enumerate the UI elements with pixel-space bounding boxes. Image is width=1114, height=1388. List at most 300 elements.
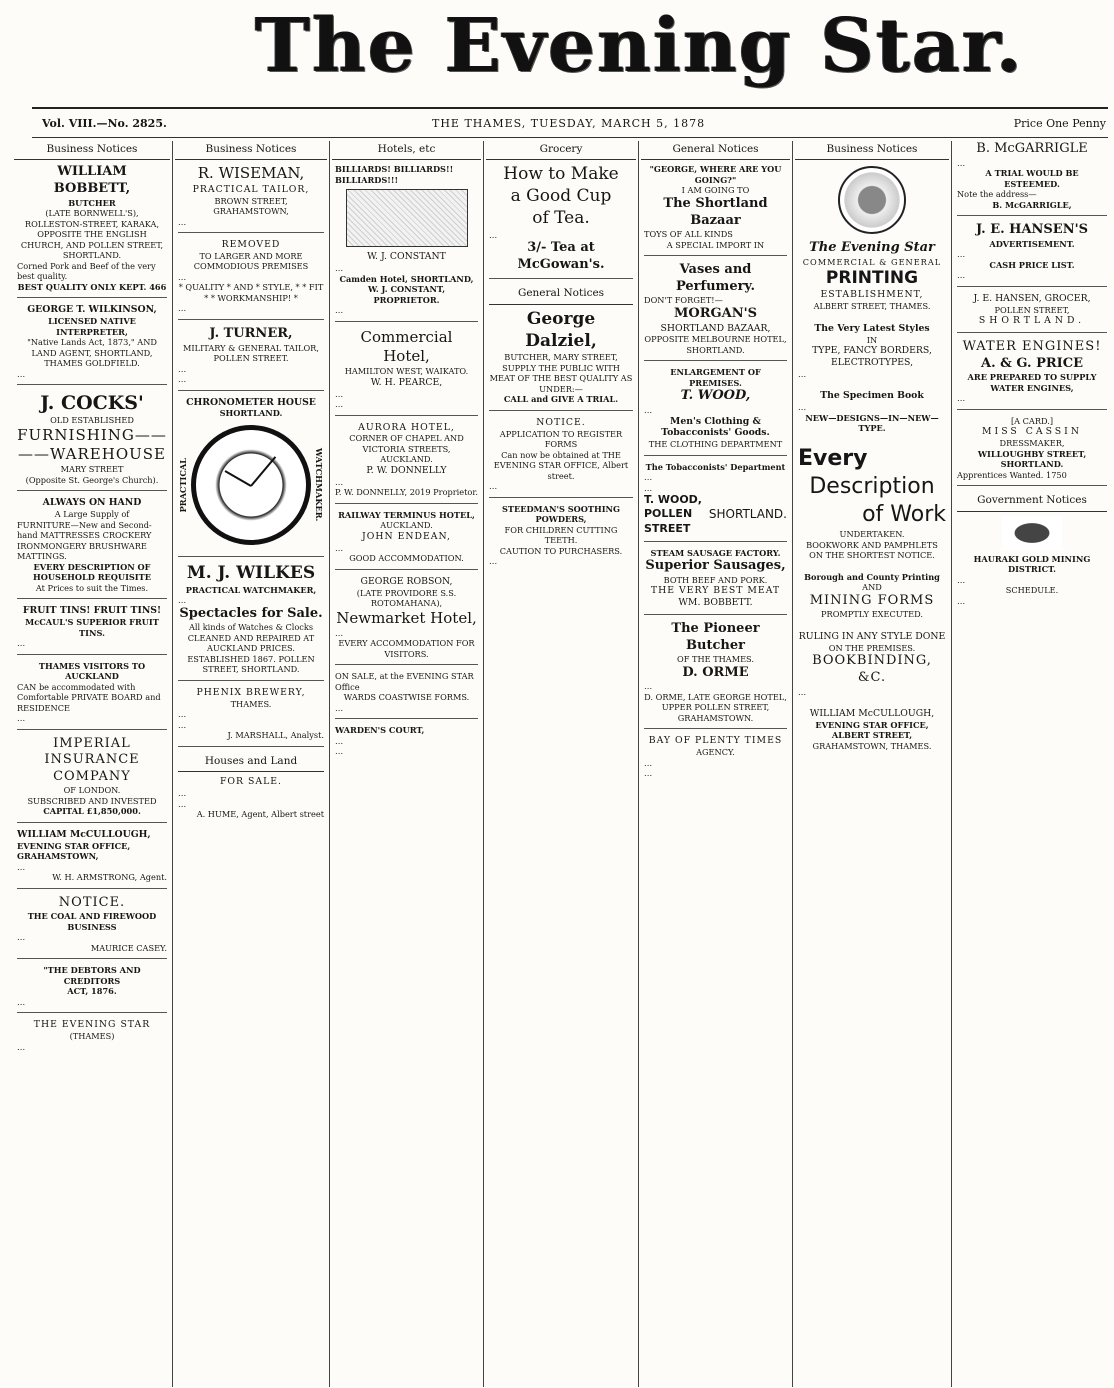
ad-extra: … xyxy=(335,388,344,399)
ad-title: WATER ENGINES! xyxy=(962,339,1102,355)
ad-body: Can now be obtained at THE EVENING STAR OFFICE, Albert street. xyxy=(493,449,629,481)
ad-body: CAUTION TO PURCHASERS. xyxy=(499,545,623,556)
ad-footer: A SPECIAL IMPORT IN xyxy=(666,239,765,250)
ad-footer: P. W. DONNELLY, 2019 Proprietor. xyxy=(335,487,478,498)
ad-title: RULING IN ANY STYLE DONE xyxy=(798,630,946,642)
ad-debtors xyxy=(17,965,167,1013)
ad-wiseman xyxy=(178,164,324,233)
column-rule xyxy=(638,141,639,1387)
ad-body: MINING FORMS xyxy=(809,592,935,608)
ad-extra: CASH PRICE LIST. xyxy=(989,259,1075,270)
ad-body: … xyxy=(957,249,966,260)
ad-water-engines xyxy=(957,339,1107,410)
price: Price One Penny xyxy=(1013,117,1106,130)
ad-title: Borough and County Printing xyxy=(804,571,940,582)
clock-hand-icon xyxy=(250,456,276,486)
ad-subtitle: A Large Supply of xyxy=(54,509,130,520)
ad-title: BAY OF PLENTY TIMES xyxy=(648,735,783,747)
ad-title: PHENIX BREWERY, xyxy=(196,686,306,698)
ad-extra: … xyxy=(178,216,187,227)
ad-body: P. W. DONNELLY xyxy=(366,464,447,476)
ad-title: B. McGARRIGLE xyxy=(976,141,1088,156)
column-rule xyxy=(172,141,173,1387)
ad-title: J. COCKS' xyxy=(40,392,144,415)
ad-footer: … xyxy=(957,393,966,404)
volume-number: Vol. VIII.—No. 2825. xyxy=(42,117,167,130)
ad-footer: W. H. ARMSTRONG, Agent. xyxy=(52,872,167,883)
ad-extra: PROMPTLY EXECUTED. xyxy=(821,609,923,620)
ad-title: ON SALE, at the EVENING STAR Office xyxy=(335,671,474,692)
ad-subtitle: (LATE PROVIDORE S.S. ROTOMAHANA), xyxy=(356,587,457,609)
ad-body: … xyxy=(644,405,653,416)
ad-title: NOTICE. xyxy=(58,894,126,910)
ad-body: FURNISHING—— ——WAREHOUSE xyxy=(17,425,167,464)
ad-ruling xyxy=(798,631,946,702)
ad-subtitle: OLD ESTABLISHED xyxy=(50,415,134,426)
ad-body: W. H. PEARCE, xyxy=(370,376,443,388)
ad-extra: … xyxy=(335,476,344,487)
ad-subtitle: SHORTLAND. xyxy=(219,408,283,419)
ad-pioneer-butcher xyxy=(644,621,787,729)
ad-extra: … xyxy=(178,798,187,809)
ad-subtitle: EVENING STAR OFFICE, xyxy=(815,719,929,730)
ad-subtitle: INSURANCE COMPANY xyxy=(44,752,140,784)
ad-body: … xyxy=(17,638,26,649)
ad-body: of Tea. xyxy=(532,207,590,228)
ad-extra: … xyxy=(178,374,187,385)
ad-footer: CAPITAL £1,850,000. xyxy=(43,806,141,817)
ad-subtitle: (THAMES) xyxy=(69,1031,115,1042)
column-heading: Business Notices xyxy=(14,141,170,160)
ad-body: … xyxy=(644,757,653,768)
column-3 xyxy=(332,141,481,1387)
column-rule xyxy=(792,141,793,1387)
ad-morgans xyxy=(644,262,787,361)
ad-footer: THE CLOTHING DEPARTMENT xyxy=(648,439,783,450)
ad-specimen-book xyxy=(798,390,946,438)
ad-title: Commercial Hotel, xyxy=(360,327,453,366)
section-heading: Houses and Land xyxy=(178,753,324,772)
ad-body: SHORTLAND. xyxy=(978,315,1086,327)
ad-always-on-hand xyxy=(17,497,167,599)
ad-evening-star-printing xyxy=(798,166,946,316)
ad-every-description xyxy=(798,445,946,566)
ad-body: BUTCHER, MARY STREET, xyxy=(504,352,618,363)
ad-subtitle: AGENCY. xyxy=(696,747,735,758)
ad-body: "Native Lands Act, 1873," AND LAND AGENT, SHORTLAND, THAMES GOLDFIELD. xyxy=(27,337,157,369)
ad-hansen xyxy=(957,222,1107,287)
ad-extra: … xyxy=(644,768,653,779)
ad-newmarket-hotel xyxy=(335,576,478,666)
ad-subtitle: BUTCHER xyxy=(68,197,116,208)
ad-chronometer-house xyxy=(178,397,324,557)
ad-extra: … xyxy=(17,368,26,379)
ad-extra: T. WOOD, POLLEN STREET xyxy=(644,493,702,535)
ad-extra: EVERY DESCRIPTION OF HOUSEHOLD REQUISITE xyxy=(33,561,151,583)
ad-subtitle: CORNER OF CHAPEL AND VICTORIA STREETS, AUCKLAND. xyxy=(349,433,464,465)
ad-body: BOTH BEEF AND PORK. xyxy=(663,574,768,585)
ad-shortland-bazaar xyxy=(644,164,787,256)
ad-body: … xyxy=(17,713,26,724)
ad-extra: … xyxy=(489,229,498,240)
ad-title: REMOVED xyxy=(221,239,281,251)
ad-body: The Shortland Bazaar xyxy=(663,195,768,228)
ad-t-wood xyxy=(644,367,787,455)
ad-title: The Tobacconists' Department xyxy=(645,461,786,472)
ad-title: The Evening Star xyxy=(809,240,935,256)
ad-extra: Men's Clothing & Tobacconists' Goods. xyxy=(661,415,770,439)
ad-body: PRINTING xyxy=(825,267,919,288)
wood-address-row xyxy=(644,493,787,535)
ad-extra: SHORTLAND BAZAAR, xyxy=(660,322,771,334)
ad-how-to-make-tea xyxy=(489,164,633,279)
ad-footer: WM. BOBBETT. xyxy=(678,597,753,609)
ad-side-left: PRACTICAL xyxy=(178,457,188,513)
billiard-table-illustration xyxy=(346,189,468,247)
ad-footer: All kinds of Watches & Clocks CLEANED AND REPAIRED AT AUCKLAND PRICES. ESTABLISHED 1867. POLLEN STREET, SHORTLAND. xyxy=(187,622,315,675)
ad-body: … xyxy=(178,788,187,799)
ad-footer: B. McGARRIGLE, xyxy=(992,199,1072,210)
ad-title: R. WISEMAN, xyxy=(197,164,305,183)
ad-body: … xyxy=(17,861,26,872)
ad-subtitle: AUCKLAND. xyxy=(380,520,433,531)
ad-extra: Spectacles for Sale. xyxy=(179,605,323,621)
ad-body: (LATE BORNWELL'S), ROLLESTON-STREET, KARAKA, OPPOSITE THE ENGLISH CHURCH, AND POLLEN STREET, SHORTLAND. xyxy=(20,208,164,261)
ad-wardens-court xyxy=(335,725,478,762)
ad-title: The Pioneer Butcher xyxy=(671,621,760,653)
ad-subtitle: IN xyxy=(866,334,878,345)
ad-title: M. J. WILKES xyxy=(186,562,316,583)
ad-title: FRUIT TINS! FRUIT TINS! xyxy=(22,605,162,617)
ad-extra: … xyxy=(489,481,498,492)
column-7 xyxy=(954,141,1110,1387)
ad-footer: (Opposite St. George's Church). xyxy=(25,474,159,485)
ad-subtitle: COMMERCIAL & GENERAL xyxy=(802,257,942,268)
ad-extra: ESTABLISHMENT, xyxy=(820,289,924,301)
ad-wilkinson xyxy=(17,304,167,385)
ad-evening-star-gazette xyxy=(17,1019,167,1057)
ad-footer: At Prices to suit the Times. xyxy=(35,582,149,593)
section-heading: General Notices xyxy=(489,285,633,304)
ad-title: George Dalziel, xyxy=(525,308,597,351)
ad-subtitle: HAURAKI GOLD MINING DISTRICT. xyxy=(973,553,1091,575)
ad-title: WILLIAM McCULLOUGH, xyxy=(17,828,151,840)
ad-notice-coal xyxy=(17,895,167,960)
ad-body: D. ORME xyxy=(682,664,749,680)
ad-subtitle: Description xyxy=(809,473,935,499)
ad-aurora-hotel xyxy=(335,422,478,504)
ad-subtitle: AND xyxy=(862,582,882,593)
ad-subtitle: A. & G. PRICE xyxy=(980,355,1083,371)
ad-body: … xyxy=(178,271,187,282)
ad-body: … xyxy=(644,482,653,493)
ad-subtitle: THAMES. xyxy=(230,698,272,709)
ad-body: TYPE, FANCY BORDERS, xyxy=(812,345,932,357)
section-heading: Government Notices xyxy=(957,492,1107,511)
ad-extra: ELECTROTYPES, xyxy=(830,356,914,368)
ad-body: NEW—DESIGNS—IN—NEW—TYPE. xyxy=(805,412,939,434)
column-heading: General Notices xyxy=(641,141,790,160)
ad-title: WILLIAM BOBBETT, xyxy=(53,164,131,197)
column-4 xyxy=(486,141,636,1387)
column-rule xyxy=(951,141,952,1387)
ad-subtitle: OF THE THAMES. xyxy=(677,654,754,665)
dateline-rule xyxy=(32,137,1108,138)
ad-extra: SUBSCRIBED AND INVESTED xyxy=(27,795,157,806)
ad-body: FURNITURE—New and Second-hand MATTRESSES CROCKERY IRONMONGERY BRUSHWARE MATTINGS. xyxy=(17,519,152,562)
ad-imperial-insurance xyxy=(17,736,167,823)
ad-title: CHRONOMETER HOUSE xyxy=(186,396,316,408)
ad-title: "THE DEBTORS AND CREDITORS xyxy=(43,965,141,986)
column-5 xyxy=(641,141,790,1387)
ad-hansen-grocer xyxy=(957,293,1107,333)
ad-houses-land xyxy=(178,753,324,825)
ad-subtitle: I AM GOING TO xyxy=(681,185,750,196)
ad-footer: … xyxy=(957,270,966,281)
ad-body: … xyxy=(178,363,187,374)
ad-body: of Work xyxy=(862,502,946,528)
ad-title: J. E. HANSEN'S xyxy=(976,222,1088,238)
ad-subtitle: … xyxy=(644,472,653,483)
ad-extra: … xyxy=(798,686,807,697)
ad-miss-cassin xyxy=(957,416,1107,486)
ad-extra: Camden Hotel, SHORTLAND, W. J. CONSTANT, PROPRIETOR. xyxy=(339,273,474,305)
ad-wilkes xyxy=(178,563,324,681)
ad-billiards xyxy=(335,164,478,321)
ad-title: RAILWAY TERMINUS HOTEL, xyxy=(338,509,475,520)
ad-footer: GOOD ACCOMMODATION. xyxy=(349,553,464,564)
ad-fruit-tins xyxy=(17,605,167,654)
ad-bobbett xyxy=(17,164,167,298)
ad-mccullough-office xyxy=(798,708,946,756)
ad-extra: WILLOUGHBY STREET, SHORTLAND. xyxy=(977,448,1087,470)
ad-footer: … xyxy=(178,303,187,314)
ad-body: ALBERT STREET, xyxy=(831,730,913,741)
ad-title: STEAM SAUSAGE FACTORY. xyxy=(650,547,781,558)
ad-extra: Corned Pork and Beef of the very best quality. xyxy=(17,260,156,282)
ad-title: J. E. HANSEN, GROCER, xyxy=(973,292,1091,304)
ad-subtitle: ADVERTISEMENT. xyxy=(989,238,1075,249)
ad-body: … xyxy=(17,1041,26,1052)
ad-dalziel xyxy=(489,285,633,410)
ad-title: IMPERIAL xyxy=(53,735,131,751)
ad-subtitle: … xyxy=(798,402,807,413)
ad-latest-styles xyxy=(798,323,946,385)
column-rule xyxy=(329,141,330,1387)
ad-extra: GRAHAMSTOWN, THAMES. xyxy=(812,740,932,751)
ad-footer: A. HUME, Agent, Albert street xyxy=(196,809,324,820)
ad-subtitle: WARDS COASTWISE FORMS. xyxy=(343,692,470,703)
ad-extra: … xyxy=(644,681,653,692)
ad-notice-forms xyxy=(489,417,633,498)
ad-government-notices xyxy=(957,492,1107,611)
ad-footer: SHORTLAND. xyxy=(708,506,787,521)
ad-commercial-hotel xyxy=(335,328,478,416)
ad-steedmans xyxy=(489,504,633,572)
clock-hand-icon xyxy=(225,470,252,487)
ad-extra: SCHEDULE. xyxy=(1005,585,1059,596)
ad-side-right: WATCHMAKER. xyxy=(314,448,324,522)
ad-railway-terminus xyxy=(335,510,478,570)
ad-title: How to Make xyxy=(503,164,619,185)
ad-footer: BEST QUALITY ONLY KEPT. 466 xyxy=(17,281,167,292)
ad-extra: … xyxy=(489,556,498,567)
column-2 xyxy=(175,141,327,1387)
ad-footer: MAURICE CASEY. xyxy=(90,942,167,953)
ad-body: BROWN STREET, GRAHAMSTOWN, xyxy=(213,195,289,217)
column-heading: Business Notices xyxy=(175,141,327,160)
dateline xyxy=(32,117,1108,135)
ad-on-sale-forms xyxy=(335,671,478,719)
ad-extra: … xyxy=(335,627,344,638)
ad-body: BOOKBINDING, &C. xyxy=(812,653,932,685)
ad-title: ALWAYS ON HAND xyxy=(42,497,142,509)
ad-body: … xyxy=(17,932,26,943)
ad-body: ARE PREPARED TO SUPPLY xyxy=(967,372,1097,383)
ad-subtitle: TO LARGER AND MORE COMMODIOUS PREMISES xyxy=(193,250,309,272)
ad-title: NOTICE. xyxy=(536,416,586,428)
ad-body: … xyxy=(178,709,187,720)
ad-title: J. TURNER, xyxy=(209,325,293,341)
ad-footer: D. ORME, LATE GEORGE HOTEL, UPPER POLLEN STREET, GRAHAMSTOWN. xyxy=(644,691,787,723)
issue-date: THE THAMES, TUESDAY, MARCH 5, 1878 xyxy=(432,117,706,130)
ad-title: WILLIAM McCULLOUGH, xyxy=(809,708,935,719)
ad-footer: … xyxy=(335,305,344,316)
seal-emblem-icon xyxy=(838,166,906,234)
ad-extra: Note the address— xyxy=(957,189,1037,200)
ad-subtitle: POLLEN STREET, xyxy=(994,304,1070,315)
ad-extra: TOYS OF ALL KINDS xyxy=(644,229,733,240)
column-heading: Grocery xyxy=(486,141,636,160)
clock-icon xyxy=(191,425,311,545)
ad-subtitle: … xyxy=(957,157,966,168)
ad-title: WARDEN'S COURT, xyxy=(335,725,425,736)
ad-footer: … xyxy=(957,595,966,606)
ad-title: Every xyxy=(798,445,868,471)
coat-of-arms-icon xyxy=(1002,516,1062,550)
ad-body: JOHN ENDEAN, xyxy=(362,530,451,542)
ad-title: BILLIARDS! BILLIARDS!! BILLIARDS!!! xyxy=(335,164,454,185)
ad-title: STEEDMAN'S SOOTHING POWDERS, xyxy=(501,503,621,525)
ad-sausage-factory xyxy=(644,548,787,615)
ad-title: THAMES VISITORS TO AUCKLAND xyxy=(38,660,146,682)
ad-subtitle: CAN be accommodated with Comfortable PRIVATE BOARD and RESIDENCE xyxy=(17,681,161,713)
ad-footer: CALL and GIVE A TRIAL. xyxy=(503,394,619,405)
ad-title: AURORA HOTEL, xyxy=(358,421,455,433)
ad-footer: 3/- Tea at McGowan's. xyxy=(517,240,605,272)
ad-body: DRESSMAKER, xyxy=(999,438,1065,449)
ad-subtitle: EVENING STAR OFFICE, GRAHAMSTOWN, xyxy=(17,840,131,862)
ad-subtitle: FOR SALE. xyxy=(219,776,283,788)
ad-extra: SUPPLY THE PUBLIC WITH MEAT OF THE BEST QUALITY AS UNDER:— xyxy=(489,362,633,394)
ad-title: GEORGE ROBSON, xyxy=(360,575,453,587)
ad-subtitle: MISS CASSIN xyxy=(982,426,1082,438)
ad-cocks xyxy=(17,391,167,491)
ad-title: The Very Latest Styles xyxy=(814,322,930,334)
ad-subtitle: FOR CHILDREN CUTTING TEETH. xyxy=(504,524,618,546)
ad-title: ENLARGEMENT OF PREMISES. xyxy=(670,367,761,388)
ad-tobacconists xyxy=(644,462,787,542)
ad-subtitle: Superior Sausages, xyxy=(645,558,786,574)
ad-subtitle: W. J. CONSTANT xyxy=(367,251,446,263)
ad-extra: MARY STREET xyxy=(60,464,124,475)
ad-extra: * QUALITY * AND * STYLE, * * FIT * * WORKMANSHIP! * xyxy=(178,282,324,303)
ad-footer: Apprentices Wanted. 1750 xyxy=(957,469,1067,480)
ad-subtitle: APPLICATION TO REGISTER FORMS xyxy=(499,428,623,450)
ad-borough-county xyxy=(798,572,946,625)
ad-body: … xyxy=(17,996,26,1007)
ad-subtitle: McCAUL'S SUPERIOR FRUIT TINS. xyxy=(25,617,159,638)
ad-thames-visitors xyxy=(17,661,167,730)
ad-body: OF LONDON. xyxy=(63,785,121,796)
masthead xyxy=(255,0,1024,92)
ad-body: … xyxy=(335,702,344,713)
ad-title: [A CARD.] xyxy=(1010,415,1054,426)
ad-footer: J. MARSHALL, Analyst. xyxy=(227,730,324,741)
ad-mcgarrigle xyxy=(957,141,1107,216)
ad-extra: THE VERY BEST MEAT xyxy=(650,585,781,597)
ad-subtitle: PRACTICAL TAILOR, xyxy=(192,183,310,195)
ad-extra: WATER ENGINES, xyxy=(990,382,1074,393)
column-1 xyxy=(14,141,170,1387)
ad-subtitle: THE COAL AND FIREWOOD BUSINESS xyxy=(27,911,157,932)
ad-title: The Specimen Book xyxy=(820,390,924,402)
ad-subtitle: ON THE PREMISES. xyxy=(828,642,916,653)
ad-body: A TRIAL WOULD BE ESTEEMED. xyxy=(985,168,1079,189)
ad-extra: … xyxy=(178,719,187,730)
ad-footer: BOOKWORK AND PAMPHLETS ON THE SHORTEST NOTICE. xyxy=(806,539,938,561)
masthead-rule xyxy=(32,107,1108,109)
ad-removed xyxy=(178,239,324,320)
ad-subtitle: HAMILTON WEST, WAIKATO. xyxy=(344,366,469,377)
ad-subtitle: ACT, 1876. xyxy=(67,986,117,997)
ad-subtitle: T. WOOD, xyxy=(680,388,751,404)
ad-body: … xyxy=(178,595,187,606)
ad-title: GEORGE T. WILKINSON, xyxy=(27,304,157,316)
ad-footer: … xyxy=(798,368,807,379)
ad-mccullough-agent xyxy=(17,829,167,889)
ad-body: MORGAN'S xyxy=(674,305,757,321)
ad-extra: … xyxy=(335,542,344,553)
masthead-title: The Evening Star. xyxy=(255,3,1024,89)
ad-footer: … xyxy=(335,399,344,410)
ad-title: Vases and Perfumery. xyxy=(675,262,756,294)
ad-subtitle: PRACTICAL WATCHMAKER, xyxy=(185,584,317,595)
ad-body: Newmarket Hotel, xyxy=(336,608,477,627)
ad-title: THE EVENING STAR xyxy=(33,1019,151,1031)
ad-phenix-brewery xyxy=(178,687,324,747)
ad-subtitle: … xyxy=(335,735,344,746)
ad-footer: EVERY ACCOMMODATION FOR VISITORS. xyxy=(338,638,475,659)
ad-subtitle: MILITARY & GENERAL TAILOR, POLLEN STREET. xyxy=(183,342,319,364)
ad-turner xyxy=(178,326,324,391)
clock-row xyxy=(178,419,324,551)
ad-footer: OPPOSITE MELBOURNE HOTEL, SHORTLAND. xyxy=(644,334,787,355)
column-rule xyxy=(483,141,484,1387)
column-heading: Business Notices xyxy=(795,141,949,160)
ad-body: … xyxy=(957,574,966,585)
column-heading: Hotels, etc xyxy=(332,141,481,160)
ad-title: "GEORGE, WHERE ARE YOU GOING?" xyxy=(649,164,782,185)
ad-footer: ALBERT STREET, THAMES. xyxy=(813,301,931,312)
ad-body: … xyxy=(335,746,344,757)
ad-extra: UNDERTAKEN. xyxy=(839,529,905,540)
ad-subtitle: DON'T FORGET!— xyxy=(644,295,723,306)
ad-subtitle: a Good Cup xyxy=(510,186,612,207)
ad-subtitle: LICENSED NATIVE INTERPRETER, xyxy=(48,316,136,337)
column-6 xyxy=(795,141,949,1387)
ad-bay-of-plenty xyxy=(644,735,787,783)
